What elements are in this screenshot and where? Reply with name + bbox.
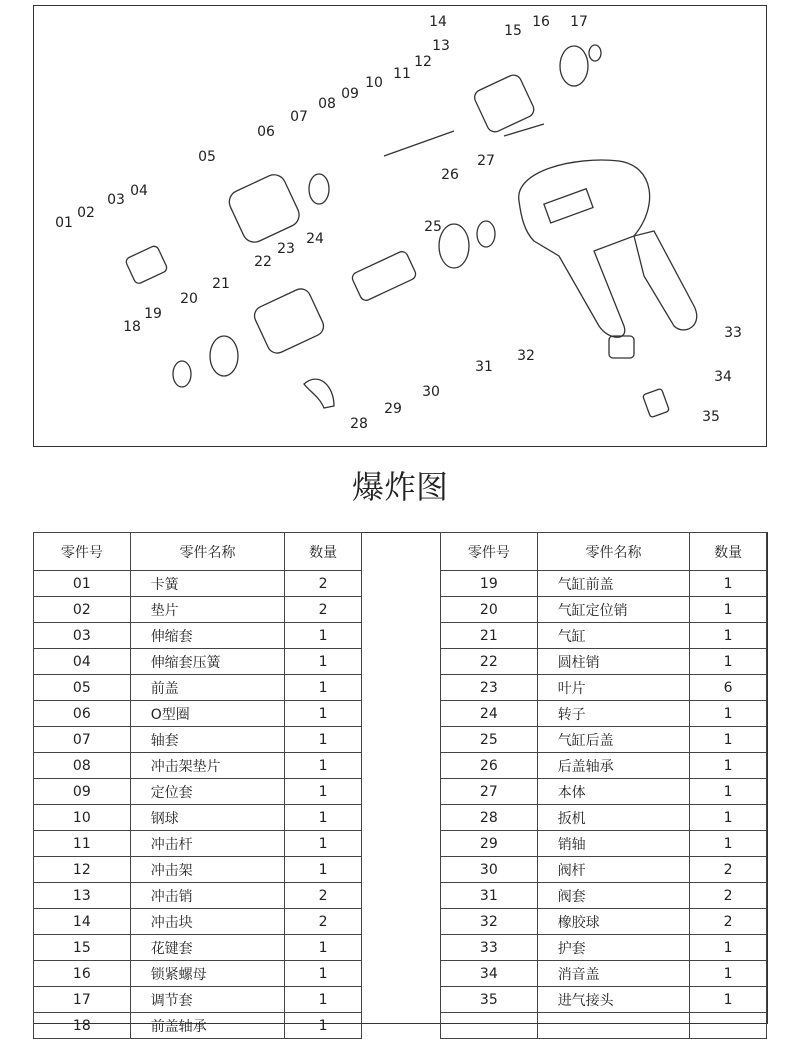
part-no <box>441 1013 538 1039</box>
callout-03: 03 <box>107 192 125 208</box>
part-no: 20 <box>441 597 538 623</box>
part-name: 气缸定位销 <box>537 597 690 623</box>
qty: 1 <box>690 935 767 961</box>
part-name: 锁紧螺母 <box>130 961 285 987</box>
part-no: 14 <box>34 909 131 935</box>
callout-31: 31 <box>475 359 493 375</box>
part-name: 轴套 <box>130 727 285 753</box>
cylinder-front-cover <box>210 336 238 376</box>
bearing-front <box>173 361 191 387</box>
page-title: 爆炸图 <box>351 468 448 506</box>
qty <box>690 1013 767 1039</box>
table-row <box>441 779 767 805</box>
adjust-sleeve <box>589 45 601 61</box>
part-name: 调节套 <box>130 987 285 1013</box>
part-name: 垫片 <box>130 597 285 623</box>
table-row <box>441 831 767 857</box>
table-row <box>441 909 767 935</box>
exploded-diagram <box>33 5 767 447</box>
trigger <box>304 379 334 408</box>
part-no: 13 <box>34 883 131 909</box>
front-cover <box>225 171 303 246</box>
part-name: O型圈 <box>130 701 285 727</box>
callout-23: 23 <box>277 241 295 257</box>
qty: 1 <box>285 649 362 675</box>
callout-08: 08 <box>318 96 336 112</box>
qty: 1 <box>285 623 362 649</box>
table-row <box>441 805 767 831</box>
air-inlet <box>642 388 669 417</box>
qty: 2 <box>690 883 767 909</box>
qty: 1 <box>285 675 362 701</box>
part-name: 气缸前盖 <box>537 571 690 597</box>
callout-16: 16 <box>532 14 550 30</box>
callout-06: 06 <box>257 124 275 140</box>
part-no: 06 <box>34 701 131 727</box>
grip-sleeve <box>634 231 697 330</box>
hammer-cage <box>472 72 536 134</box>
table-row <box>34 987 362 1013</box>
part-name: 扳机 <box>537 805 690 831</box>
part-no: 30 <box>441 857 538 883</box>
part-name: 销轴 <box>537 831 690 857</box>
part-no: 07 <box>34 727 131 753</box>
part-name: 卡簧 <box>130 571 285 597</box>
qty: 2 <box>285 883 362 909</box>
part-name: 圆柱销 <box>537 649 690 675</box>
qty: 1 <box>285 701 362 727</box>
part-name: 伸缩套 <box>130 623 285 649</box>
header-qty: 数量 <box>690 533 767 571</box>
qty: 1 <box>690 649 767 675</box>
sleeve <box>125 245 169 285</box>
qty: 1 <box>690 727 767 753</box>
callout-24: 24 <box>306 231 324 247</box>
callout-27: 27 <box>477 153 495 169</box>
callout-09: 09 <box>341 86 359 102</box>
part-no: 12 <box>34 857 131 883</box>
rear-bearing <box>477 221 495 247</box>
callout-01: 01 <box>55 215 73 231</box>
part-name: 叶片 <box>537 675 690 701</box>
part-no: 34 <box>441 961 538 987</box>
part-name: 转子 <box>537 701 690 727</box>
part-name: 冲击杆 <box>130 831 285 857</box>
part-no: 28 <box>441 805 538 831</box>
part-name: 消音盖 <box>537 961 690 987</box>
table-row <box>34 857 362 883</box>
table-row <box>34 649 362 675</box>
part-no: 27 <box>441 779 538 805</box>
qty: 2 <box>285 571 362 597</box>
parts-table-left <box>33 532 362 1039</box>
part-no: 26 <box>441 753 538 779</box>
qty: 1 <box>690 831 767 857</box>
header-qty: 数量 <box>285 533 362 571</box>
qty: 1 <box>285 857 362 883</box>
part-name: 冲击销 <box>130 883 285 909</box>
tool-body <box>519 160 650 337</box>
part-name: 前盖 <box>130 675 285 701</box>
table-row <box>441 1013 767 1039</box>
muffler <box>609 336 634 358</box>
callout-34: 34 <box>714 369 732 385</box>
part-no: 33 <box>441 935 538 961</box>
table-row <box>34 597 362 623</box>
qty: 1 <box>690 623 767 649</box>
part-name: 阀套 <box>537 883 690 909</box>
part-name: 护套 <box>537 935 690 961</box>
part-name: 阀杆 <box>537 857 690 883</box>
header-part-no: 零件号 <box>441 533 538 571</box>
table-row <box>34 727 362 753</box>
part-no: 32 <box>441 909 538 935</box>
qty: 2 <box>690 857 767 883</box>
qty: 2 <box>285 597 362 623</box>
part-no: 08 <box>34 753 131 779</box>
part-no: 35 <box>441 987 538 1013</box>
part-name: 冲击架垫片 <box>130 753 285 779</box>
callout-17: 17 <box>570 14 588 30</box>
table-row <box>441 883 767 909</box>
part-no: 09 <box>34 779 131 805</box>
callout-14: 14 <box>429 14 447 30</box>
qty: 1 <box>285 753 362 779</box>
part-no: 05 <box>34 675 131 701</box>
table-row <box>34 571 362 597</box>
part-name: 前盖轴承 <box>130 1013 285 1039</box>
qty: 1 <box>285 935 362 961</box>
part-no: 19 <box>441 571 538 597</box>
table-row <box>34 883 362 909</box>
table-row <box>34 675 362 701</box>
part-name <box>537 1013 690 1039</box>
part-name: 气缸后盖 <box>537 727 690 753</box>
part-name: 本体 <box>537 779 690 805</box>
table-row <box>34 831 362 857</box>
callout-19: 19 <box>144 306 162 322</box>
table-row <box>34 935 362 961</box>
callout-32: 32 <box>517 348 535 364</box>
callout-20: 20 <box>180 291 198 307</box>
qty: 1 <box>690 805 767 831</box>
table-row <box>34 961 362 987</box>
header-part-no: 零件号 <box>34 533 131 571</box>
part-no: 10 <box>34 805 131 831</box>
qty: 1 <box>285 1013 362 1039</box>
table-row <box>34 909 362 935</box>
callout-26: 26 <box>441 167 459 183</box>
qty: 1 <box>690 701 767 727</box>
callout-28: 28 <box>350 416 368 432</box>
table-row <box>441 675 767 701</box>
header-part-name: 零件名称 <box>130 533 285 571</box>
rear-cover <box>439 224 469 268</box>
part-name: 伸缩套压簧 <box>130 649 285 675</box>
table-row <box>34 1013 362 1039</box>
qty: 1 <box>285 961 362 987</box>
callout-07: 07 <box>290 109 308 125</box>
table-row <box>34 753 362 779</box>
header-part-name: 零件名称 <box>537 533 690 571</box>
qty: 1 <box>285 805 362 831</box>
part-no: 21 <box>441 623 538 649</box>
table-row <box>441 597 767 623</box>
callout-04: 04 <box>130 183 148 199</box>
table-row <box>441 935 767 961</box>
qty: 1 <box>690 779 767 805</box>
callout-05: 05 <box>198 149 216 165</box>
part-no: 31 <box>441 883 538 909</box>
parts-table-right <box>440 532 767 1039</box>
callout-15: 15 <box>504 23 522 39</box>
part-no: 29 <box>441 831 538 857</box>
callout-21: 21 <box>212 276 230 292</box>
part-name: 定位套 <box>130 779 285 805</box>
table-row <box>34 779 362 805</box>
qty: 1 <box>285 727 362 753</box>
part-no: 04 <box>34 649 131 675</box>
callout-29: 29 <box>384 401 402 417</box>
qty: 1 <box>690 597 767 623</box>
part-no: 02 <box>34 597 131 623</box>
table-row <box>34 701 362 727</box>
qty: 2 <box>690 909 767 935</box>
qty: 1 <box>285 779 362 805</box>
callout-35: 35 <box>702 409 720 425</box>
part-no: 17 <box>34 987 131 1013</box>
table-row <box>441 961 767 987</box>
part-no: 01 <box>34 571 131 597</box>
table-row <box>34 805 362 831</box>
body-label-plate <box>544 189 593 223</box>
part-name: 进气接头 <box>537 987 690 1013</box>
callout-12: 12 <box>414 54 432 70</box>
callout-30: 30 <box>422 384 440 400</box>
part-no: 25 <box>441 727 538 753</box>
part-name: 钢球 <box>130 805 285 831</box>
part-name: 冲击块 <box>130 909 285 935</box>
cylinder <box>251 286 327 357</box>
callout-18: 18 <box>123 319 141 335</box>
table-row <box>441 753 767 779</box>
qty: 6 <box>690 675 767 701</box>
part-name: 花键套 <box>130 935 285 961</box>
table-row <box>441 623 767 649</box>
o-ring <box>309 174 329 204</box>
qty: 1 <box>690 753 767 779</box>
callout-22: 22 <box>254 254 272 270</box>
table-row <box>34 623 362 649</box>
part-no: 23 <box>441 675 538 701</box>
part-no: 24 <box>441 701 538 727</box>
part-no: 22 <box>441 649 538 675</box>
table-row <box>441 649 767 675</box>
callout-11: 11 <box>393 66 411 82</box>
table-row <box>441 857 767 883</box>
part-name: 冲击架 <box>130 857 285 883</box>
qty: 1 <box>690 961 767 987</box>
callout-10: 10 <box>365 75 383 91</box>
part-no: 15 <box>34 935 131 961</box>
part-no: 16 <box>34 961 131 987</box>
part-no: 03 <box>34 623 131 649</box>
callout-33: 33 <box>724 325 742 341</box>
qty: 1 <box>285 831 362 857</box>
rotor <box>350 250 417 303</box>
table-row <box>441 987 767 1013</box>
lock-nut <box>560 46 588 86</box>
qty: 1 <box>285 987 362 1013</box>
part-no: 11 <box>34 831 131 857</box>
part-name: 气缸 <box>537 623 690 649</box>
part-name: 后盖轴承 <box>537 753 690 779</box>
part-no: 18 <box>34 1013 131 1039</box>
qty: 1 <box>690 987 767 1013</box>
table-row <box>441 571 767 597</box>
callout-25: 25 <box>424 219 442 235</box>
qty: 2 <box>285 909 362 935</box>
qty: 1 <box>690 571 767 597</box>
part-name: 橡胶球 <box>537 909 690 935</box>
table-row <box>441 701 767 727</box>
table-row <box>441 727 767 753</box>
callout-02: 02 <box>77 205 95 221</box>
callout-13: 13 <box>432 38 450 54</box>
